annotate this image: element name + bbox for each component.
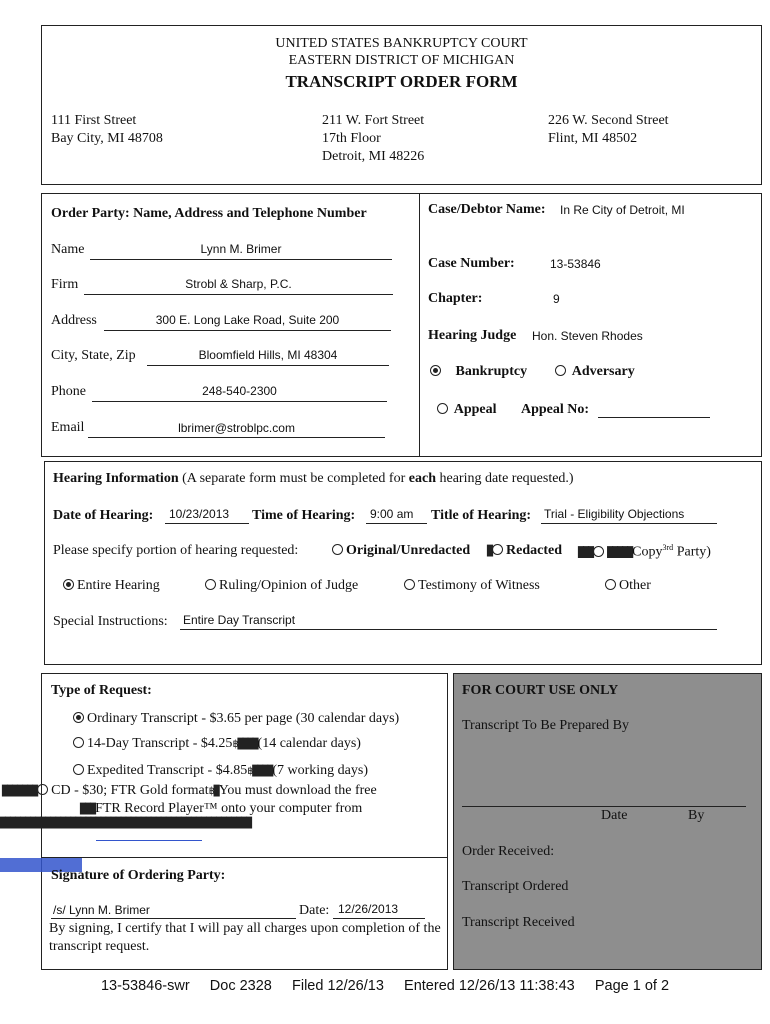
case-number-label: Case Number:: [428, 256, 515, 271]
radio-testimony[interactable]: Testimony of Witness: [404, 578, 540, 594]
radio-adversary[interactable]: Adversary: [555, 364, 635, 380]
docket-footer: 13-53846-swr Doc 2328 Filed 12/26/13 Entered 12/26/13 11:38:43 Page 1 of 2: [100, 978, 670, 994]
radio-adversary-icon: [555, 365, 566, 376]
radio-other-icon: [605, 579, 616, 590]
radio-cd[interactable]: ███████ CD - $30; FTR Gold format฿█You must download the free: [2, 783, 377, 798]
hearing-time-field[interactable]: 9:00 am: [370, 507, 414, 521]
ftr-link-underline[interactable]: [96, 840, 202, 841]
hearing-time-line: [366, 523, 427, 524]
address-label: Address: [51, 313, 97, 328]
hearing-title-line: [541, 523, 717, 524]
transcript-ordered-label: Transcript Ordered: [462, 879, 569, 894]
email-line: [88, 437, 385, 438]
special-instructions-line: [180, 629, 717, 630]
email-label: Email: [51, 420, 85, 435]
radio-14-day-icon: [73, 737, 84, 748]
radio-redacted[interactable]: █ Redacted: [487, 543, 563, 558]
prepared-by-line: [462, 806, 746, 807]
signature-date-label: Date:: [299, 903, 330, 918]
radio-original[interactable]: Original/Unredacted: [332, 543, 470, 559]
artifact-glyphs: █: [487, 546, 493, 557]
radio-other[interactable]: Other: [605, 578, 651, 594]
radio-entire-hearing[interactable]: Entire Hearing: [63, 578, 160, 594]
radio-ordinary[interactable]: Ordinary Transcript - $3.65 per page (30 calendar days): [73, 711, 399, 727]
firm-label: Firm: [51, 277, 79, 292]
artifact-glyphs-2: ███: [578, 547, 594, 559]
hearing-heading: Hearing Information (A separate form must be completed for each hearing date requested.): [53, 471, 574, 486]
court-use-heading: FOR COURT USE ONLY: [462, 683, 619, 698]
box-divider: [419, 193, 420, 457]
name-line: [90, 259, 392, 260]
signature-field[interactable]: /s/ Lynn M. Brimer: [53, 903, 150, 917]
order-received-label: Order Received:: [462, 844, 555, 859]
special-instructions-field[interactable]: Entire Day Transcript: [183, 613, 296, 627]
radio-appeal[interactable]: Appeal: [437, 402, 497, 418]
name-label: Name: [51, 242, 85, 257]
address-line: [104, 330, 391, 331]
address-field[interactable]: 300 E. Long Lake Road, Suite 200: [155, 313, 340, 327]
district-name: EASTERN DISTRICT OF MICHIGAN: [288, 53, 515, 68]
hearing-title-field[interactable]: Trial - Eligibility Objections: [544, 507, 685, 521]
case-number-field[interactable]: 13-53846: [550, 257, 601, 271]
radio-expedited-icon: [73, 764, 84, 775]
phone-line: [92, 401, 387, 402]
hearing-date-line: [165, 523, 249, 524]
city-line: [147, 365, 389, 366]
artifact-row: ██████████████████████████████████████████████████: [0, 818, 252, 829]
hearing-time-label: Time of Hearing:: [252, 508, 356, 523]
radio-bankruptcy-icon: [430, 365, 441, 376]
city-label: City, State, Zip: [51, 348, 136, 363]
radio-entire-hearing-icon: [63, 579, 74, 590]
email-field[interactable]: lbrimer@stroblpc.com: [178, 421, 295, 435]
hearing-box: [44, 461, 762, 665]
chapter-label: Chapter:: [428, 291, 483, 306]
transcript-received-label: Transcript Received: [462, 915, 575, 930]
court-name: UNITED STATES BANKRUPTCY COURT: [275, 36, 528, 51]
court-date-label: Date: [601, 808, 628, 823]
signature-heading: Signature of Ordering Party:: [51, 868, 226, 883]
portion-label: Please specify portion of hearing requested:: [53, 543, 299, 558]
prepared-by-label: Transcript To Be Prepared By: [462, 718, 630, 733]
appeal-no-label: Appeal No:: [521, 402, 590, 417]
firm-line: [84, 294, 393, 295]
appeal-no-field[interactable]: [598, 417, 710, 418]
signature-date-line: [333, 918, 425, 919]
request-divider: [41, 857, 448, 858]
radio-copy-icon: [593, 546, 604, 557]
radio-14-day[interactable]: 14-Day Transcript - $4.25฿████(14 calendar days): [73, 736, 361, 752]
order-party-heading: Order Party: Name, Address and Telephone Number: [51, 206, 367, 221]
radio-ordinary-icon: [73, 712, 84, 723]
form-title: TRANSCRIPT ORDER FORM: [285, 72, 518, 91]
judge-label: Hearing Judge: [428, 328, 517, 343]
case-name-field[interactable]: In Re City of Detroit, MI: [560, 203, 685, 217]
radio-ruling[interactable]: Ruling/Opinion of Judge: [205, 578, 358, 594]
phone-label: Phone: [51, 384, 86, 399]
hearing-title-label: Title of Hearing:: [431, 508, 532, 523]
certify-text: By signing, I certify that I will pay all charges upon completion of the transcript request.: [49, 921, 441, 954]
request-heading: Type of Request:: [51, 683, 152, 698]
radio-appeal-icon: [437, 403, 448, 414]
court-by-label: By: [688, 808, 705, 823]
ftr-player-note: ███FTR Record Player™ onto your computer from: [80, 801, 363, 816]
city-field[interactable]: Bloomfield Hills, MI 48304: [198, 348, 338, 362]
firm-field[interactable]: Strobl & Sharp, P.C.: [185, 277, 292, 291]
radio-cd-icon: [37, 784, 48, 795]
special-instructions-label: Special Instructions:: [53, 614, 168, 629]
case-name-label: Case/Debtor Name:: [428, 202, 546, 217]
hearing-date-label: Date of Hearing:: [53, 508, 154, 523]
radio-bankruptcy[interactable]: Bankruptcy: [430, 364, 527, 380]
radio-original-icon: [332, 544, 343, 555]
judge-field[interactable]: Hon. Steven Rhodes: [532, 329, 643, 343]
signature-date-field[interactable]: 12/26/2013: [338, 902, 399, 916]
radio-copy[interactable]: ███ █████Copy$^{3rd}$ Party): [578, 543, 711, 560]
name-field[interactable]: Lynn M. Brimer: [200, 242, 282, 256]
radio-testimony-icon: [404, 579, 415, 590]
radio-redacted-icon: [492, 544, 503, 555]
chapter-field[interactable]: 9: [553, 292, 560, 306]
radio-expedited[interactable]: Expedited Transcript - $4.85฿████(7 working days): [73, 763, 368, 779]
radio-ruling-icon: [205, 579, 216, 590]
signature-line: [51, 918, 296, 919]
phone-field[interactable]: 248-540-2300: [202, 384, 277, 398]
hearing-date-field[interactable]: 10/23/2013: [169, 507, 230, 521]
